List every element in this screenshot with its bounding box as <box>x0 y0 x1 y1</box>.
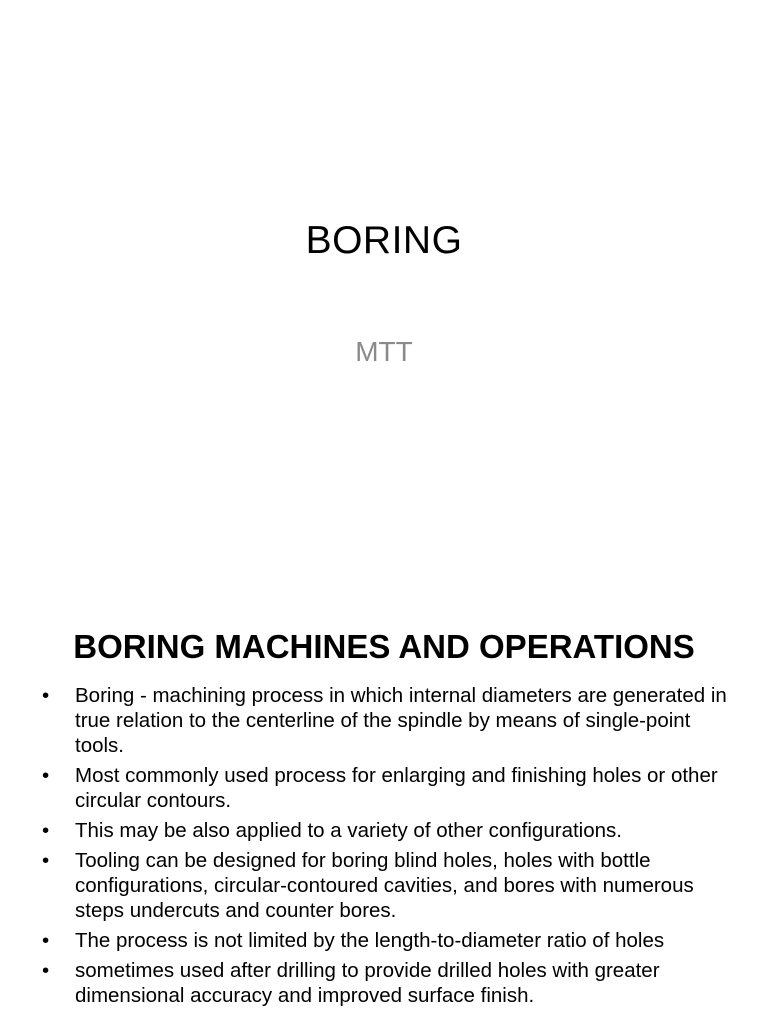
bullet-item <box>42 818 742 843</box>
bullet-item <box>42 763 742 813</box>
bullet-item <box>42 683 742 758</box>
bullet-icon: • <box>42 929 50 952</box>
bullet-item <box>42 848 742 923</box>
bullet-icon: • <box>42 849 50 872</box>
bullet-list <box>42 683 742 1013</box>
bullet-icon: • <box>42 959 50 982</box>
bullet-text: This may be also applied to a variety of other configurations. <box>75 819 622 842</box>
slide-subtitle: MTT <box>355 336 413 367</box>
slide-title: BORING <box>305 219 463 262</box>
section-title: BORING MACHINES AND OPERATIONS <box>73 628 695 665</box>
bullet-text: Most commonly used process for enlarging and finishing holes or other circular contours. <box>75 764 718 812</box>
bullet-icon: • <box>42 684 50 707</box>
content-slide <box>0 576 768 1024</box>
bullet-text: The process is not limited by the length-to-diameter ratio of holes <box>75 929 665 952</box>
bullet-text: Boring - machining process in which internal diameters are generated in true relation to the centerline of the spindle by means of single-point tools. <box>75 684 727 757</box>
bullet-text: Tooling can be designed for boring blind holes, holes with bottle configurations, circular-contoured cavities, and bores with numerous steps undercuts and counter bores. <box>75 849 694 922</box>
bullet-icon: • <box>42 819 50 842</box>
bullet-icon: • <box>42 764 50 787</box>
bullet-item <box>42 958 742 1008</box>
bullet-text: sometimes used after drilling to provide drilled holes with greater dimensional accuracy and improved surface finish. <box>75 959 660 1007</box>
bullet-item <box>42 928 742 953</box>
